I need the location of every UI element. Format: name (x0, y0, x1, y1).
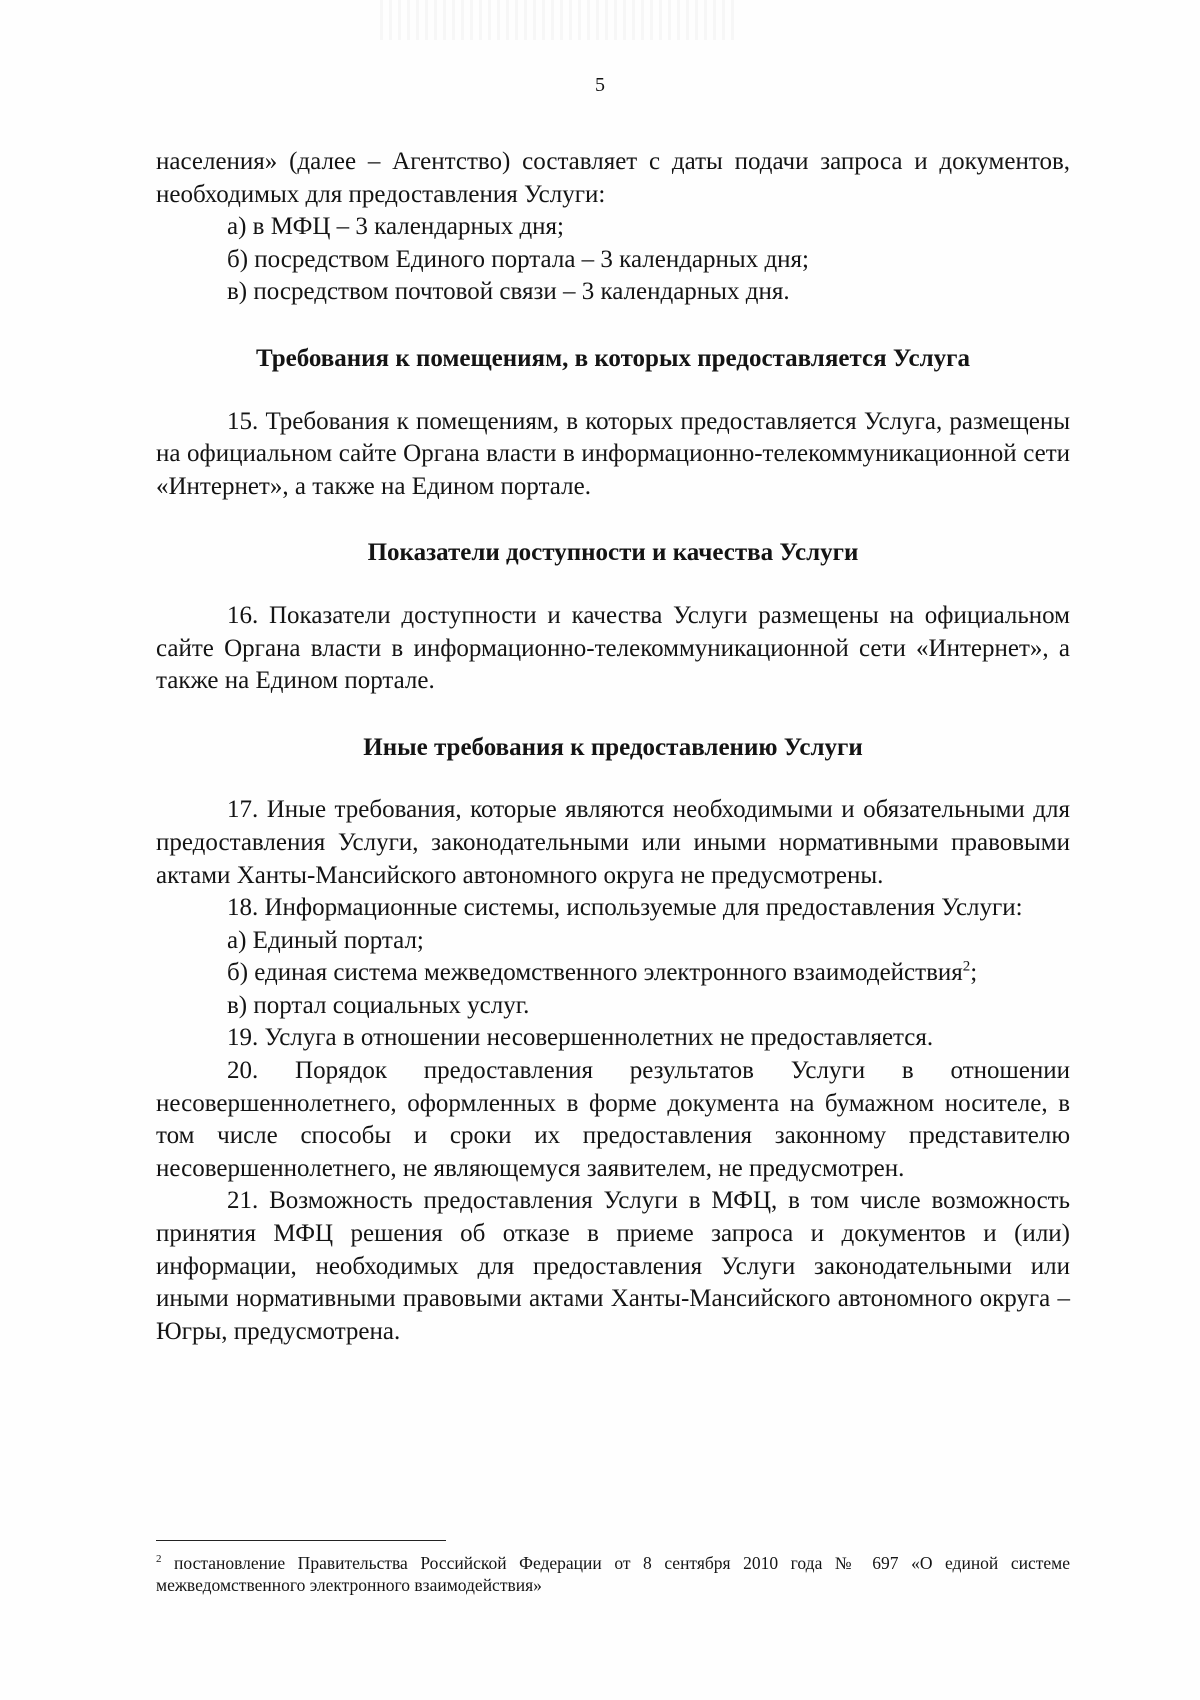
scan-artifact (380, 0, 740, 40)
heading-premises: Требования к помещениям, в которых предоставляется Услуга (255, 344, 971, 372)
footnote-text: постановление Правительства Российской Федерации от 8 сентября 2010 года № 697 «О единой системе межведомственного электронного взаимодействия» (156, 1553, 1070, 1595)
paragraph-18-item-a: а) Единый портал; (227, 926, 424, 954)
paragraph-18: 18. Информационные системы, используемые для предоставления Услуги: (227, 894, 1023, 922)
item-b-text: б) единая система межведомственного электронного взаимодействия (227, 959, 963, 987)
paragraph-17: 17. Иные требования, которые являются необходимыми и обязательными для предоставления Услуги, законодательными или иными нормативными правовыми актами Ханты-Мансийского автономного округа не предусмотрены. (156, 796, 1070, 889)
item-b-end: ; (970, 959, 978, 987)
paragraph-15: 15. Требования к помещениям, в которых предоставляется Услуга, размещены на официальном сайте Органа власти в информационно-телекоммуникационной сети «Интернет», а также на Едином портале. (156, 407, 1070, 500)
footnote-mark: 2 (156, 1553, 162, 1566)
paragraph-19: 19. Услуга в отношении несовершеннолетних не предоставляется. (227, 1024, 934, 1052)
heading-accessibility: Показатели доступности и качества Услуги (367, 539, 859, 567)
paragraph-21: 21. Возможность предоставления Услуги в МФЦ, в том числе возможность принятия МФЦ решения об отказе в приеме запроса и документов и (или) информации, необходимых для предоставления Услуги законодательными или иными нормативными правовыми актами Ханты-Мансийского автономного округа – Югры, предусмотрена. (156, 1187, 1070, 1345)
document-body (156, 146, 1070, 1348)
footnote-separator (156, 1540, 446, 1541)
page-number: 5 (595, 74, 605, 96)
intro-item-b: б) посредством Единого портала – 3 календарных дня; (227, 245, 809, 273)
intro-item-c: в) посредством почтовой связи – 3 календарных дня. (227, 278, 790, 306)
footnote (156, 1552, 1070, 1596)
paragraph-intro: населения» (далее – Агентство) составляет с даты подачи запроса и документов, необходимых для предоставления Услуги: (156, 148, 1070, 208)
intro-item-a: а) в МФЦ – 3 календарных дня; (227, 213, 564, 241)
heading-other-requirements: Иные требования к предоставлению Услуги (363, 733, 863, 761)
paragraph-18-item-b (156, 957, 1070, 990)
paragraph-20: 20. Порядок предоставления результатов Услуги в отношении несовершеннолетнего, оформленных в форме документа на бумажном носителе, в том числе способы и сроки их предоставления законному представителю несовершеннолетнего, не являющемуся заявителем, не предусмотрен. (156, 1057, 1070, 1182)
paragraph-16: 16. Показатели доступности и качества Услуги размещены на официальном сайте Органа власти в информационно-телекоммуникационной сети «Интернет», а также на Едином портале. (156, 601, 1070, 695)
paragraph-18-item-c: в) портал социальных услуг. (227, 991, 530, 1019)
footnote-reference: 2 (962, 958, 971, 975)
